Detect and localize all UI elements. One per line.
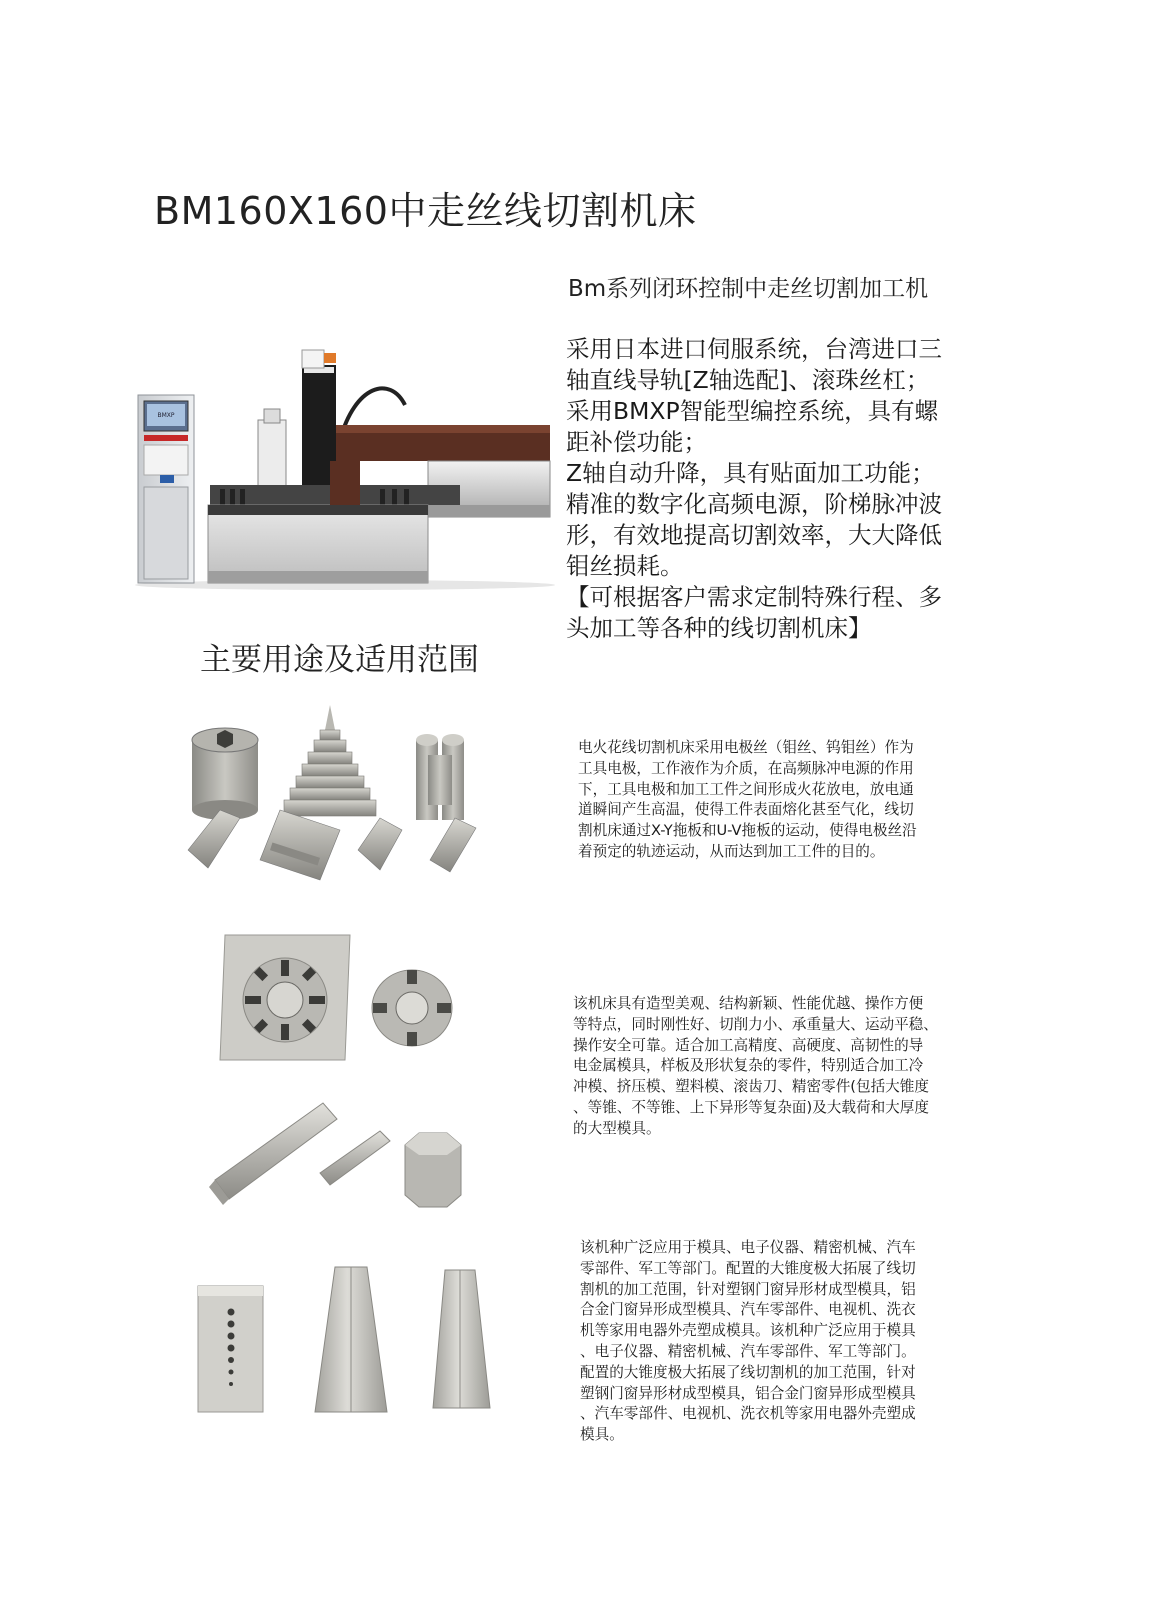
paragraph-line: 、等锥、不等锥、上下异形等复杂面)及大载荷和大厚度 bbox=[573, 1098, 929, 1116]
machine-logo: BMXP bbox=[157, 412, 175, 419]
feature-line: 精准的数字化高频电源，阶梯脉冲波 bbox=[566, 490, 942, 518]
paragraph-line: 机等家用电器外壳塑成模具。该机种广泛应用于模具 bbox=[580, 1322, 916, 1340]
feature-line: 采用BMXP智能型编控系统，具有螺 bbox=[566, 397, 939, 425]
paragraph-line: 的大型模具。 bbox=[573, 1119, 661, 1137]
paragraph-line: 该机床具有造型美观、结构新颖、性能优越、操作方便 bbox=[573, 995, 924, 1012]
section-heading: 主要用途及适用范围 bbox=[200, 642, 479, 678]
paragraph-line: 配置的大锥度极大拓展了线切割机的加工范围，针对 bbox=[580, 1363, 916, 1381]
paragraph-line: 割机的加工范围，针对塑钢门窗异形材成型模具，铝 bbox=[580, 1280, 916, 1298]
paragraph-line: 塑钢门窗异形材成型模具，铝合金门窗异形成型模具 bbox=[580, 1384, 916, 1402]
paragraph-line: 着预定的轨迹运动，从而达到加工工件的目的。 bbox=[578, 842, 885, 860]
parts-image-4 bbox=[195, 1262, 495, 1414]
description-paragraph-3 bbox=[580, 1238, 916, 1446]
feature-line: 头加工等各种的线切割机床】 bbox=[566, 614, 872, 642]
paragraph-line: 、汽车零部件、电视机、洗衣机等家用电器外壳塑成 bbox=[580, 1405, 916, 1423]
description-paragraph-2 bbox=[573, 994, 938, 1140]
description-paragraph-1 bbox=[578, 738, 917, 863]
parts-image-1 bbox=[180, 700, 500, 900]
feature-line: 钼丝损耗。 bbox=[566, 552, 684, 580]
parts-image-2 bbox=[215, 930, 465, 1070]
feature-line: 采用日本进口伺服系统，台湾进口三 bbox=[566, 335, 942, 363]
paragraph-line: 工具电极，工作液作为介质，在高频脉冲电源的作用 bbox=[578, 759, 914, 777]
feature-line: 距补偿功能； bbox=[566, 428, 707, 456]
paragraph-line: 零部件、军工等部门。配置的大锥度极大拓展了线切 bbox=[580, 1259, 916, 1277]
feature-line: 形，有效地提高切割效率，大大降低 bbox=[566, 521, 942, 549]
product-subtitle: Bm系列闭环控制中走丝切割加工机 bbox=[568, 276, 929, 302]
page-title: BM160X160中走丝线切割机床 bbox=[154, 189, 697, 233]
paragraph-line: 电金属模具，样板及形状复杂的零件，特别适合加工冷 bbox=[573, 1057, 924, 1075]
feature-line: 【可根据客户需求定制特殊行程、多 bbox=[566, 583, 942, 611]
paragraph-line: 合金门窗异形成型模具、汽车零部件、电视机、洗衣 bbox=[580, 1301, 916, 1319]
feature-line: Z轴自动升降，具有贴面加工功能； bbox=[566, 459, 935, 487]
paragraph-line: 割机床通过X-Y拖板和U-V拖板的运动，使得电极丝沿 bbox=[578, 822, 917, 840]
feature-list bbox=[566, 334, 986, 644]
paragraph-line: 等特点，同时刚性好、切削力小、承重量大、运动平稳、 bbox=[573, 1015, 938, 1033]
paragraph-line: 电火花线切割机床采用电极丝（钼丝、钨钼丝）作为 bbox=[578, 739, 914, 756]
paragraph-line: 该机种广泛应用于模具、电子仪器、精密机械、汽车 bbox=[580, 1239, 916, 1256]
paragraph-line: 道瞬间产生高温，使得工件表面熔化甚至气化，线切 bbox=[578, 801, 914, 819]
paragraph-line: 模具。 bbox=[580, 1426, 624, 1444]
parts-image-3 bbox=[205, 1095, 485, 1220]
machine-image bbox=[130, 345, 555, 590]
paragraph-line: 冲模、挤压模、塑料模、滚齿刀、精密零件(包括大锥度 bbox=[573, 1078, 929, 1096]
paragraph-line: 、电子仪器、精密机械、汽车零部件、军工等部门。 bbox=[580, 1342, 916, 1360]
paragraph-line: 下，工具电极和加工工件之间形成火花放电，放电通 bbox=[578, 780, 914, 798]
feature-line: 轴直线导轨[Z轴选配]、滚珠丝杠； bbox=[566, 366, 930, 394]
paragraph-line: 操作安全可靠。适合加工高精度、高硬度、高韧性的导 bbox=[573, 1036, 924, 1054]
